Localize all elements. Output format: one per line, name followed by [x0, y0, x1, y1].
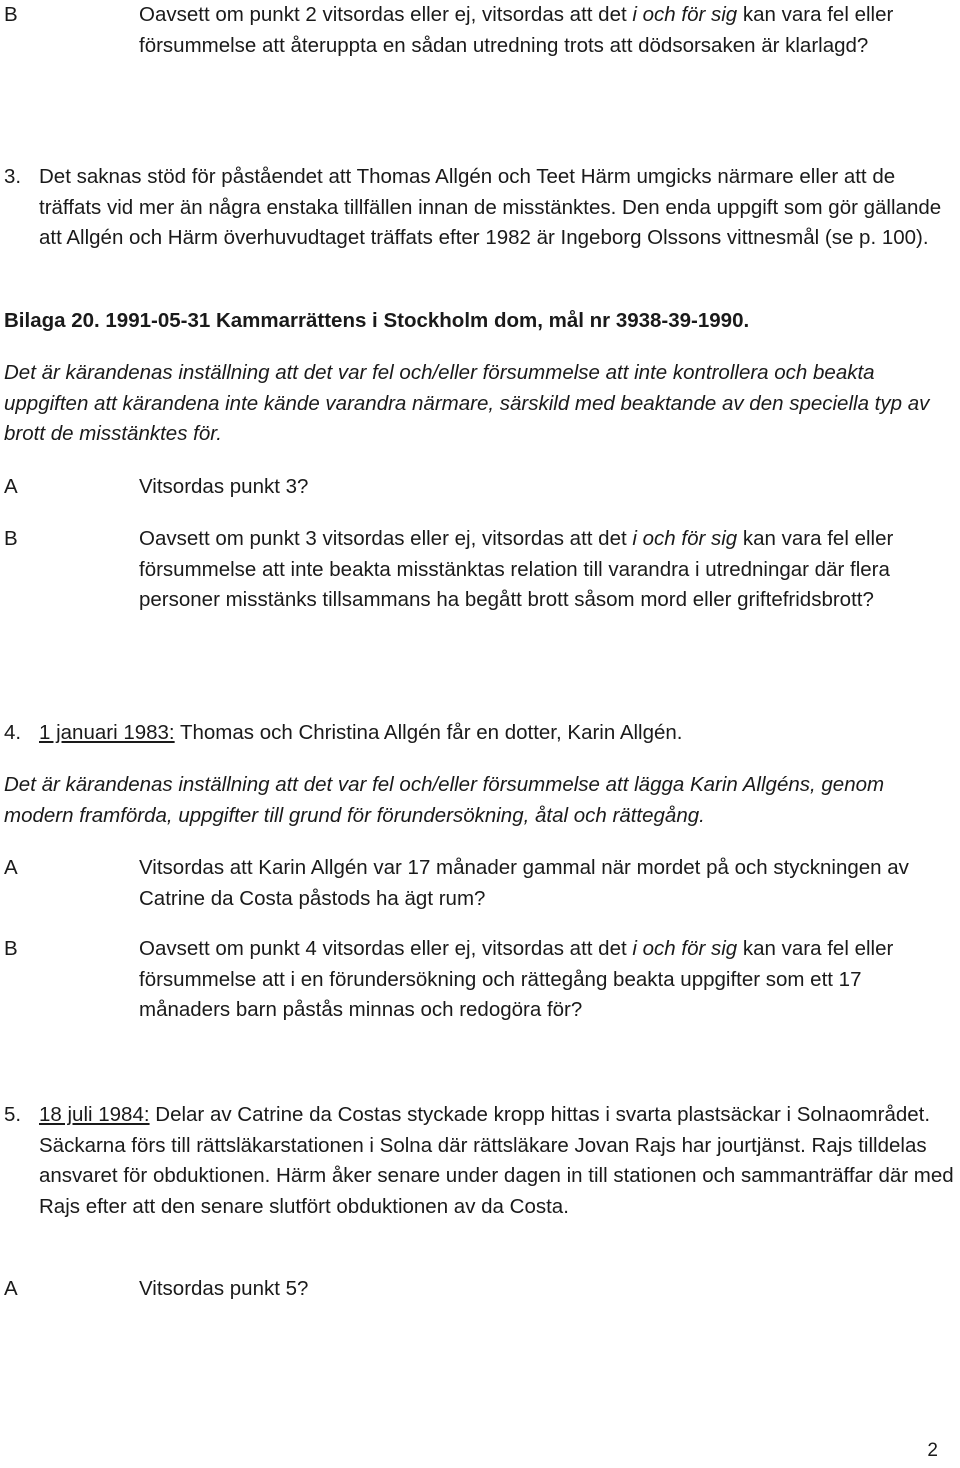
answer-b-text-end: kan vara fel eller försummelse att i en förundersökning och rättegång beakta uppgifter som ett 17 månaders barn påstås minnas och redogöra för?: [139, 937, 894, 1021]
answer-label-a: A: [4, 856, 18, 879]
item-date: 1 januari 1983:: [39, 721, 175, 744]
position-statement: Det är kärandenas inställning att det var fel och/eller försummelse att inte kontrollera och beakta uppgiften att kärandena inte kände varandra närmare, särskild med beaktande av den speciella typ av brott de misstänktes för.: [4, 361, 930, 445]
answer-label-a: A: [4, 1277, 18, 1300]
answer-label-b: B: [4, 527, 18, 550]
answer-b-paragraph: [139, 524, 954, 616]
answer-b-emphasis: i och för sig: [632, 527, 738, 550]
item-text: Delar av Catrine da Costas styckade kropp hittas i svarta plastsäckar i Solnaområdet. Säckarna förs till rättsläkarstationen i Solna där rättsläkare Jovan Rajs har jourtjänst. Rajs tilldelas ansvaret för obduktionen. Härm åker senare under dagen in till stationen och sammanträffar där med Rajs efter att den senare slutfört obduktionen av da Costa.: [39, 1103, 954, 1218]
exhibit-reference: Bilaga 20. 1991-05-31 Kammarrättens i Stockholm dom, mål nr 3938-39-1990.: [4, 309, 750, 332]
answer-label-a: A: [4, 475, 18, 498]
item-date: 18 juli 1984:: [39, 1103, 150, 1126]
item-text: Thomas och Christina Allgén får en dotter, Karin Allgén.: [174, 721, 683, 744]
answer-b-emphasis: i och för sig: [632, 3, 738, 26]
item-text-paragraph: [39, 1100, 957, 1222]
position-statement: Det är kärandenas inställning att det var fel och/eller försummelse att lägga Karin Allgéns, genom modern framförda, uppgifter till grund för förundersökning, åtal och rättegång.: [4, 773, 885, 827]
answer-label-b: B: [4, 937, 18, 960]
answer-a-text: Vitsordas att Karin Allgén var 17 månader gammal när mordet på och styckningen av Catrine da Costa påstods ha ägt rum?: [139, 856, 909, 910]
item-number: 3.: [4, 165, 22, 188]
answer-label-b: B: [4, 3, 18, 26]
item-text-paragraph: [39, 718, 957, 749]
answer-a-text: Vitsordas punkt 5?: [139, 1277, 309, 1300]
answer-b-text-end: kan vara fel eller försummelse att inte beakta misstänktas relation till varandra i utredningar där flera personer misstänks tillsammans ha begått brott såsom mord eller griftefridsbrott?: [139, 527, 894, 611]
item-number: 4.: [4, 721, 22, 744]
item-number: 5.: [4, 1103, 22, 1126]
answer-a-text: Vitsordas punkt 3?: [139, 475, 309, 498]
answer-b-text: Oavsett om punkt 2 vitsordas eller ej, vitsordas att det: [139, 3, 633, 26]
answer-b-emphasis: i och för sig: [632, 937, 738, 960]
answer-b-paragraph: [139, 0, 954, 61]
answer-b-text-end: kan vara fel eller försummelse att återuppta en sådan utredning trots att dödsorsaken är klarlagd?: [139, 3, 894, 57]
answer-b-text: Oavsett om punkt 3 vitsordas eller ej, vitsordas att det: [139, 527, 633, 550]
answer-b-paragraph: [139, 934, 954, 1026]
item-text: Det saknas stöd för påståendet att Thomas Allgén och Teet Härm umgicks närmare eller att de träffats vid mer än några enstaka tillfällen innan de misstänktes. Den enda uppgift som gör gällande att Allgén och Härm överhuvudtaget träffats efter 1982 är Ingeborg Olssons vittnesmål (se p. 100).: [39, 165, 942, 249]
answer-b-text: Oavsett om punkt 4 vitsordas eller ej, vitsordas att det: [139, 937, 633, 960]
page-number: 2: [927, 1440, 938, 1461]
